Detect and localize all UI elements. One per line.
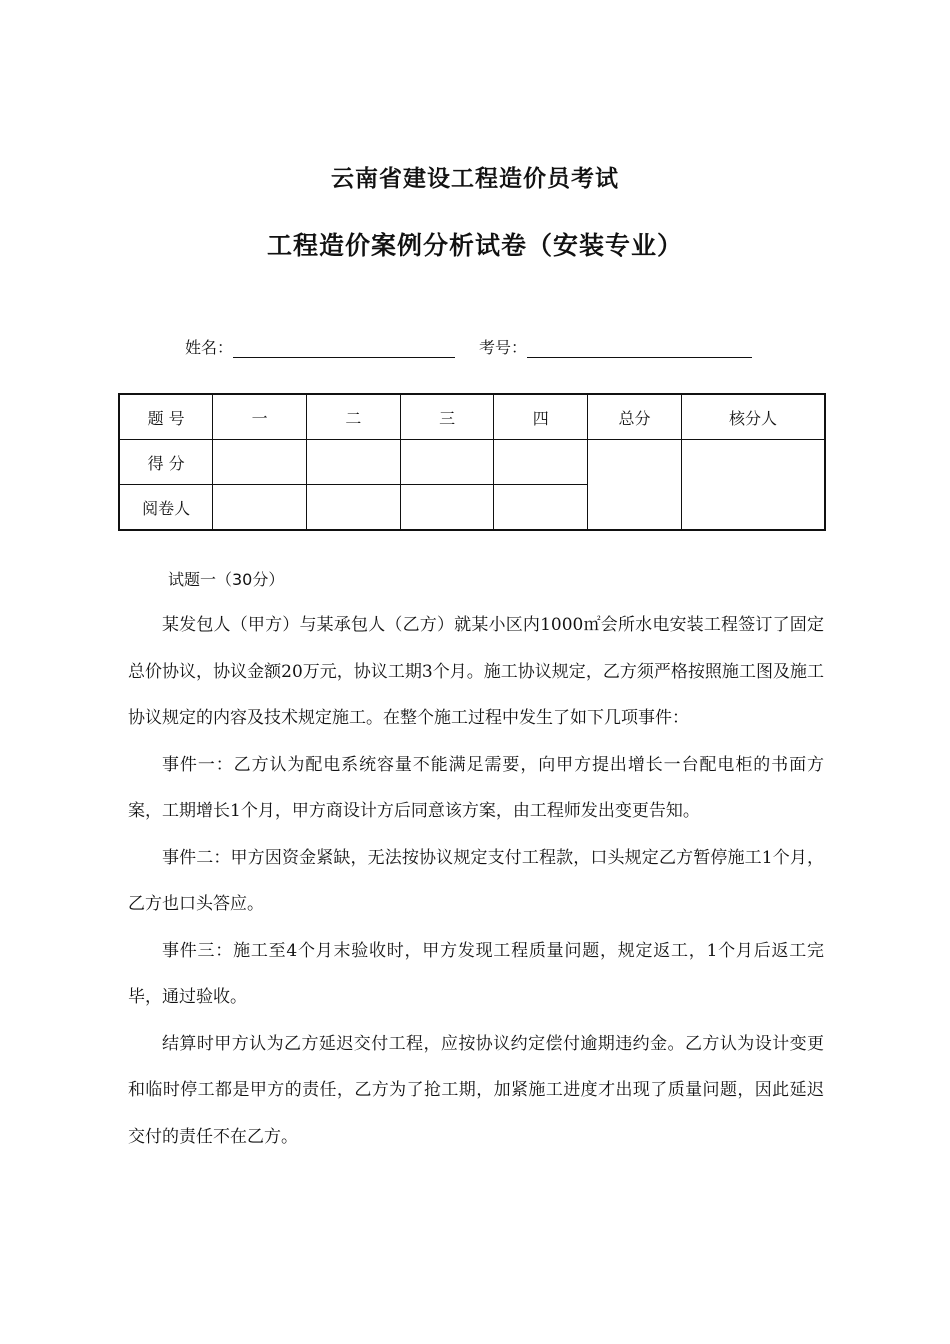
question-heading: 试题一（30分） bbox=[168, 570, 285, 589]
score-table-header-row bbox=[119, 394, 825, 440]
row-header-question-no: 题 号 bbox=[119, 394, 213, 440]
paragraph: 某发包人（甲方）与某承包人（乙方）就某小区内1000㎡会所水电安装工程签订了固定总价协议，协议金额20万元，协议工期3个月。施工协议规定，乙方须严格按照施工图及施工协议规定的内容及技术规定施工。在整个施工过程中发生了如下几项事件： bbox=[128, 615, 824, 728]
grader-cell[interactable] bbox=[306, 485, 400, 531]
paragraph: 结算时甲方认为乙方延迟交付工程，应按协议约定偿付逾期违约金。乙方认为设计变更和临时停工都是甲方的责任，乙方为了抢工期，加紧施工进度才出现了质量问题，因此延迟交付的责任不在乙方。 bbox=[128, 1033, 824, 1147]
score-cell[interactable] bbox=[213, 440, 307, 485]
col-header-total: 总分 bbox=[588, 394, 682, 440]
paragraph: 事件三：施工至4个月末验收时，甲方发现工程质量问题，规定返工，1个月后返工完毕，通过验收。 bbox=[128, 940, 824, 1007]
row-header-score: 得 分 bbox=[119, 440, 213, 485]
score-table-score-row bbox=[119, 440, 825, 485]
col-header-2: 二 bbox=[306, 394, 400, 440]
score-cell[interactable] bbox=[306, 440, 400, 485]
paper-title: 工程造价案例分析试卷（安装专业） bbox=[266, 231, 683, 260]
col-header-1: 一 bbox=[213, 394, 307, 440]
paragraph: 事件二：甲方因资金紧缺，无法按协议规定支付工程款，口头规定乙方暂停施工1个月，乙方也口头答应。 bbox=[128, 847, 824, 914]
exam-no-label: 考号： bbox=[479, 338, 528, 357]
score-cell[interactable] bbox=[400, 440, 494, 485]
col-header-checker: 核分人 bbox=[681, 394, 825, 440]
name-label: 姓名： bbox=[185, 338, 234, 357]
grader-cell[interactable] bbox=[400, 485, 494, 531]
col-header-4: 四 bbox=[494, 394, 588, 440]
total-score-cell[interactable] bbox=[588, 440, 682, 531]
grader-cell[interactable] bbox=[213, 485, 307, 531]
grader-cell[interactable] bbox=[494, 485, 588, 531]
name-field[interactable] bbox=[233, 339, 455, 358]
question-body bbox=[128, 602, 824, 1160]
score-table bbox=[118, 393, 826, 531]
score-cell[interactable] bbox=[494, 440, 588, 485]
checker-cell[interactable] bbox=[681, 440, 825, 531]
row-header-grader: 阅卷人 bbox=[119, 485, 213, 531]
exam-title: 云南省建设工程造价员考试 bbox=[331, 166, 619, 192]
paragraph: 事件一：乙方认为配电系统容量不能满足需要，向甲方提出增长一台配电柜的书面方案，工期增长1个月，甲方商设计方后同意该方案，由工程师发出变更告知。 bbox=[128, 754, 824, 821]
col-header-3: 三 bbox=[400, 394, 494, 440]
exam-no-field[interactable] bbox=[527, 339, 752, 358]
candidate-info bbox=[185, 335, 752, 358]
